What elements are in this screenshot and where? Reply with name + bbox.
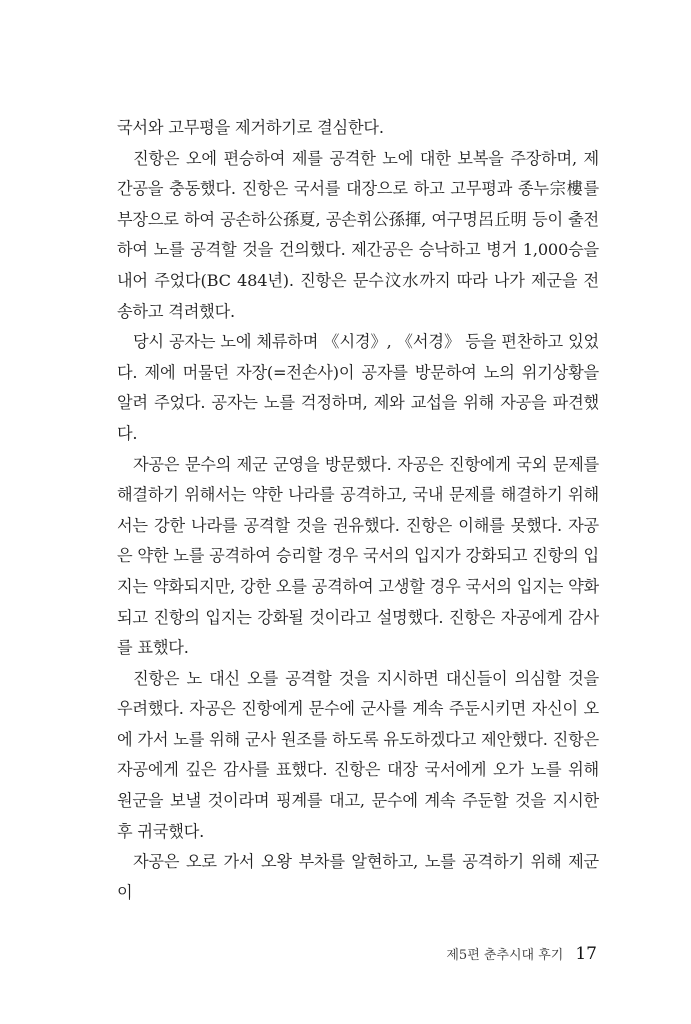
chapter-title: 제5편 춘추시대 후기	[446, 948, 564, 963]
page-footer	[446, 944, 597, 964]
paragraph: 당시 공자는 노에 체류하며 《시경》, 《서경》 등을 편찬하고 있었다. 제에 머물던 자장(=전손사)이 공자를 방문하여 노의 위기상황을 알려 주었다. 공자는 노를 걱정하며, 제와 교섭을 위해 자공을 파견했다.	[117, 332, 599, 443]
paragraph: 자공은 오로 가서 오왕 부차를 알현하고, 노를 공격하기 위해 제군이	[117, 852, 599, 902]
paragraph: 진항은 노 대신 오를 공격할 것을 지시하면 대신들이 의심할 것을 우려했다. 자공은 진항에게 문수에 군사를 계속 주둔시키면 자신이 오에 가서 노를 위해 군사 원조를 하도록 유도하겠다고 제안했다. 진항은 자공에게 깊은 감사를 표했다. 진항은 대장 국서에게 오가 노를 위해 원군을 보낼 것이라며 핑계를 대고, 문수에 계속 주둔할 것을 지시한 후 귀국했다.	[117, 668, 599, 841]
paragraph: 국서와 고무평을 제거하기로 결심한다.	[117, 118, 384, 137]
paragraph: 자공은 문수의 제군 군영을 방문했다. 자공은 진항에게 국외 문제를 해결하기 위해서는 약한 나라를 공격하고, 국내 문제를 해결하기 위해서는 강한 나라를 공격할 것을 권유했다. 진항은 이해를 못했다. 자공은 약한 노를 공격하여 승리할 경우 국서의 입지가 강화되고 진항의 입지는 약화되지만, 강한 오를 공격하여 고생할 경우 국서의 입지는 약화되고 진항의 입지는 강화될 것이라고 설명했다. 진항은 자공에게 감사를 표했다.	[117, 454, 599, 658]
page-body	[117, 113, 599, 908]
page-number: 17	[575, 944, 597, 964]
paragraph: 진항은 오에 편승하여 제를 공격한 노에 대한 보복을 주장하며, 제간공을 충동했다. 진항은 국서를 대장으로 하고 고무평과 종누宗樓를 부장으로 하여 공손하公孫夏, 공손휘公孫揮, 여구명呂丘明 등이 출전하여 노를 공격할 것을 건의했다. 제간공은 승낙하고 병거 1,000승을 내어 주었다(BC 484년). 진항은 문수汶水까지 따라 나가 제군을 전송하고 격려했다.	[117, 148, 599, 321]
